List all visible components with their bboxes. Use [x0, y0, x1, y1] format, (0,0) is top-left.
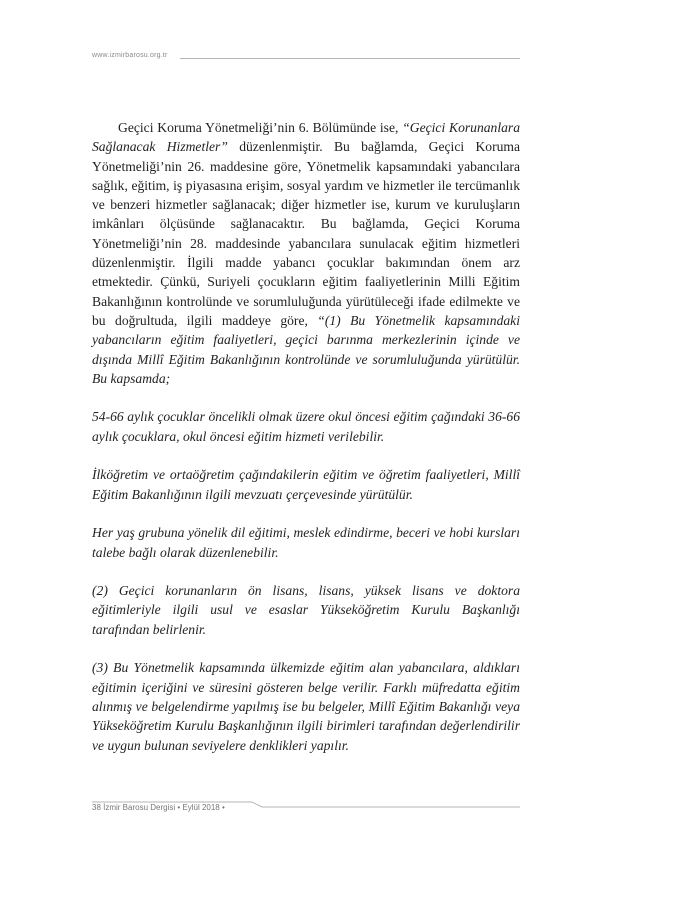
page-header [92, 52, 520, 66]
page-content [92, 118, 520, 755]
paragraph-language: Her yaş grubuna yönelik dil eğitimi, meslek edindirme, beceri ve hobi kursları talebe bağlı olarak düzenlenebilir. [92, 525, 520, 560]
paragraph-certificates: (3) Bu Yönetmelik kapsamında ülkemizde eğitim alan yabancılara, aldıkları eğitimin içeriğini ve süresini gösteren belge verilir. Farklı müfredatta eğitim alınmış ve belgelendirme yapılmış ise bu belgeler, Millî Eğitim Bakanlığı veya Yükseköğretim Kurulu Başkanlığının ilgili birimleri tarafından değerlendirilir ve uygun bulunan seviyelere denklikleri yapılır. [92, 660, 520, 753]
paragraph-primary: İlköğretim ve ortaöğretim çağındakilerin eğitim ve öğretim faaliyetleri, Millî Eğitim Bakanlığının ilgili mevzuatı çerçevesinde yürütülür. [92, 467, 520, 502]
intro-text-c: düzenlenmiştir. Bu bağlamda, Geçici Koruma Yönetmeliği’nin 26. maddesine göre, Yönetmelik kapsamındaki yabancılara sağlık, eğitim, iş piyasasına erişim, sosyal yardım ve hizmetler ile tercümanlık ve benzeri hizmetler sağlanacak; diğer hizmetler ise, kurum ve kuruluşların imkânları ölçüsünde sağlanacaktır. Bu bağlamda, Geçici Koruma Yönetmeliği’nin 28. maddesinde yabancılara sunulacak eğitim hizmetleri düzenlenmiştir. İlgili madde yabancı çocuklar bakımından önem arz etmektedir. Çünkü, Suriyeli çocukların eğitim faaliyetlerinin Milli Eğitim Bakanlığının kontrolünde ve sorumluluğunda yürütüleceği ifade edilmekte ve bu doğrultuda, ilgili maddeye göre, [92, 139, 520, 328]
paragraph-preschool: 54-66 aylık çocuklar öncelikli olmak üzere okul öncesi eğitim çağındaki 36-66 aylık çocuklara, okul öncesi eğitim hizmeti verilebilir. [92, 409, 520, 444]
intro-quote-title: “Geçici Korunanlara Sağlanacak Hizmetler” [92, 120, 521, 155]
intro-text-a: Geçici Koruma Yönetmeliği’nin 6. Bölümünde ise, [118, 120, 403, 135]
paragraph-intro [92, 118, 520, 388]
footer-text: 38 İzmir Barosu Dergisi • Eylül 2018 • [92, 803, 225, 812]
header-rule [180, 58, 520, 59]
paragraph-higher-education: (2) Geçici korunanların ön lisans, lisans, yüksek lisans ve doktora eğitimleriyle ilgili usul ve esaslar Yükseköğretim Kurulu Başkanlığı tarafından belirlenir. [92, 583, 520, 637]
intro-quote-article: “(1) Bu Yönetmelik kapsamındaki yabancıların eğitim faaliyetleri, geçici barınma merkezlerinin içinde ve dışında Millî Eğitim Bakanlığının kontrolünde ve sorumluluğunda yürütülür. Bu kapsamda; [92, 312, 520, 386]
header-url: www.izmirbarosu.org.tr [92, 52, 168, 59]
page-footer [92, 800, 520, 816]
